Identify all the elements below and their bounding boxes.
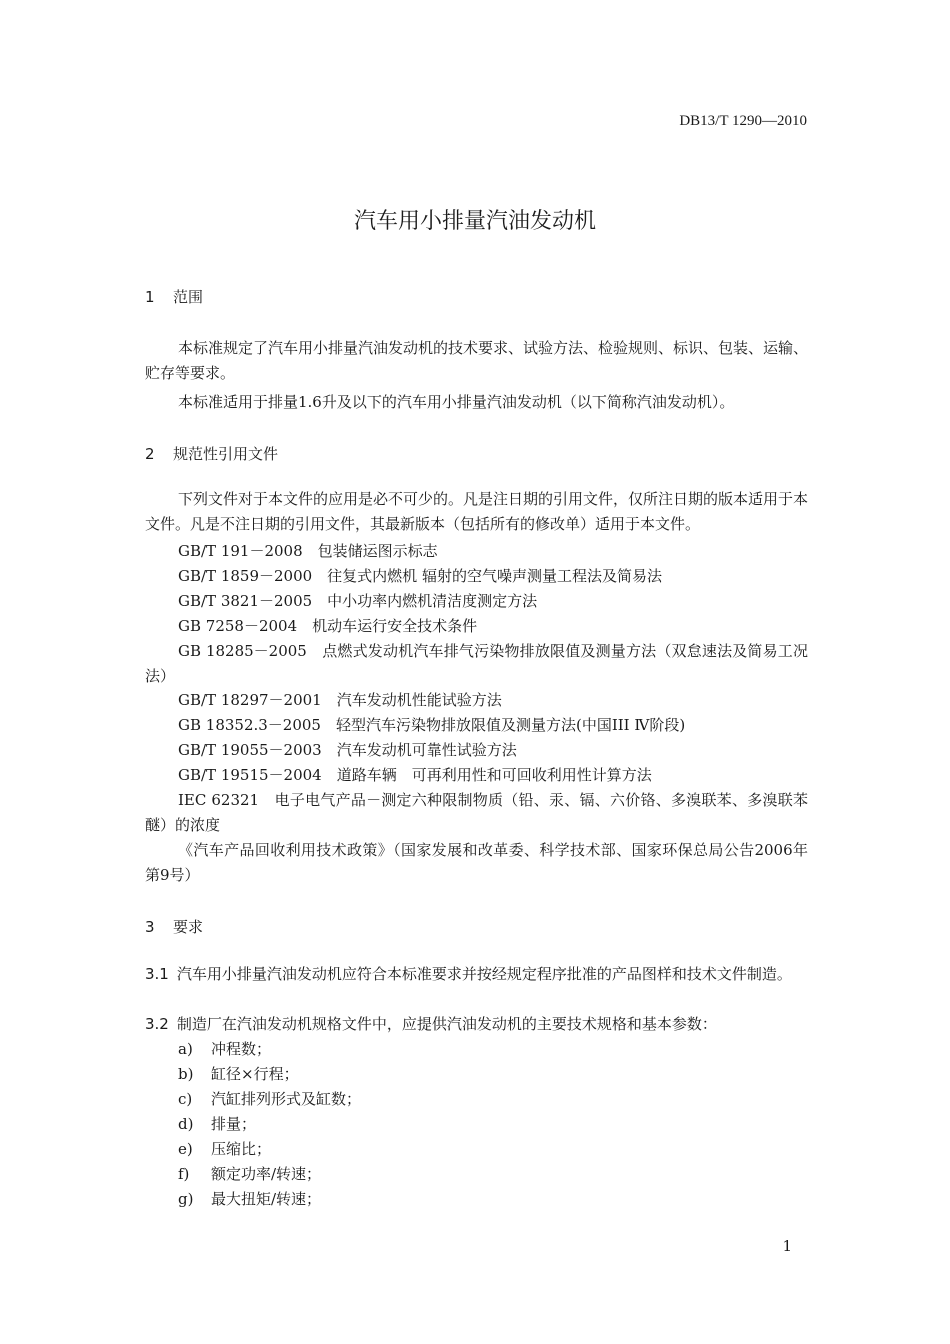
reference-item: 《汽车产品回收利用技术政策》（国家发展和改革委、科学技术部、国家环保总局公告2006年第9号） <box>145 841 808 884</box>
requirement-number: 3.2 <box>145 1015 169 1033</box>
spec-item-text: 压缩比； <box>211 1140 272 1158</box>
spec-item-label: b) <box>178 1065 194 1083</box>
spec-item <box>178 1087 361 1112</box>
section-title: 规范性引用文件 <box>173 445 279 463</box>
reference-item: GB/T 19055－2003 汽车发动机可靠性试验方法 <box>178 741 517 759</box>
spec-item-text: 最大扭矩/转速； <box>211 1190 322 1208</box>
reference-item: GB/T 18297－2001 汽车发动机性能试验方法 <box>178 691 502 709</box>
spec-item-text: 缸径×行程； <box>211 1065 299 1083</box>
page-number: 1 <box>782 1237 792 1255</box>
spec-item-label: g) <box>178 1190 194 1208</box>
requirement-text: 制造厂在汽油发动机规格文件中，应提供汽油发动机的主要技术规格和基本参数： <box>176 1015 717 1033</box>
document-title: 汽车用小排量汽油发动机 <box>353 209 596 234</box>
spec-item-label: d) <box>178 1115 194 1133</box>
spec-item <box>178 1137 271 1162</box>
spec-item-label: c) <box>178 1090 193 1108</box>
reference-item: GB/T 1859－2000 往复式内燃机 辐射的空气噪声测量工程法及简易法 <box>178 567 662 585</box>
spec-item <box>178 1037 271 1062</box>
section-heading-1 <box>145 286 203 307</box>
spec-item <box>178 1162 321 1187</box>
spec-item <box>178 1112 256 1137</box>
spec-item-label: f) <box>178 1165 190 1183</box>
section-number: 3 <box>145 918 155 936</box>
reference-item: GB/T 3821－2005 中小功率内燃机清洁度测定方法 <box>178 592 538 610</box>
section-heading-2 <box>145 443 278 464</box>
section-heading-3 <box>145 916 203 937</box>
spec-item-text: 排量； <box>211 1115 257 1133</box>
reference-item: GB 18352.3－2005 轻型汽车污染物排放限值及测量方法(中国III Ⅳ阶段) <box>178 716 686 734</box>
section-title: 范围 <box>173 288 204 306</box>
requirement-3-1 <box>145 962 808 987</box>
spec-item-text: 冲程数； <box>211 1040 272 1058</box>
reference-item: GB 18285－2005 点燃式发动机汽车排气污染物排放限值及测量方法（双怠速法及简易工况法） <box>145 642 808 685</box>
section-number: 1 <box>145 288 155 306</box>
spec-item-text: 汽缸排列形式及缸数； <box>211 1090 362 1108</box>
reference-item: GB/T 191－2008 包装储运图示标志 <box>178 542 438 560</box>
section-title: 要求 <box>173 918 204 936</box>
scope-paragraph-1: 本标准规定了汽车用小排量汽油发动机的技术要求、试验方法、检验规则、标识、包装、运输、贮存等要求。 <box>145 339 809 382</box>
references-intro: 下列文件对于本文件的应用是必不可少的。凡是注日期的引用文件，仅所注日期的版本适用于本文件。凡是不注日期的引用文件，其最新版本（包括所有的修改单）适用于本文件。 <box>145 490 809 533</box>
spec-item-label: e) <box>178 1140 193 1158</box>
reference-item: IEC 62321 电子电气产品－测定六种限制物质（铅、汞、镉、六价铬、多溴联苯、多溴联苯醚）的浓度 <box>145 791 808 834</box>
spec-item-label: a) <box>178 1040 193 1058</box>
requirement-text: 汽车用小排量汽油发动机应符合本标准要求并按经规定程序批准的产品图样和技术文件制造。 <box>176 965 792 983</box>
requirement-number: 3.1 <box>145 965 169 983</box>
standard-code: DB13/T 1290—2010 <box>679 113 807 129</box>
spec-item <box>178 1062 299 1087</box>
spec-item <box>178 1187 321 1212</box>
spec-item-text: 额定功率/转速； <box>211 1165 322 1183</box>
requirement-3-2 <box>145 1012 808 1037</box>
section-number: 2 <box>145 445 155 463</box>
reference-item: GB/T 19515－2004 道路车辆 可再利用性和可回收利用性计算方法 <box>178 766 652 784</box>
reference-item: GB 7258－2004 机动车运行安全技术条件 <box>178 617 478 635</box>
scope-paragraph-2: 本标准适用于排量1.6升及以下的汽车用小排量汽油发动机（以下简称汽油发动机）。 <box>178 393 735 411</box>
